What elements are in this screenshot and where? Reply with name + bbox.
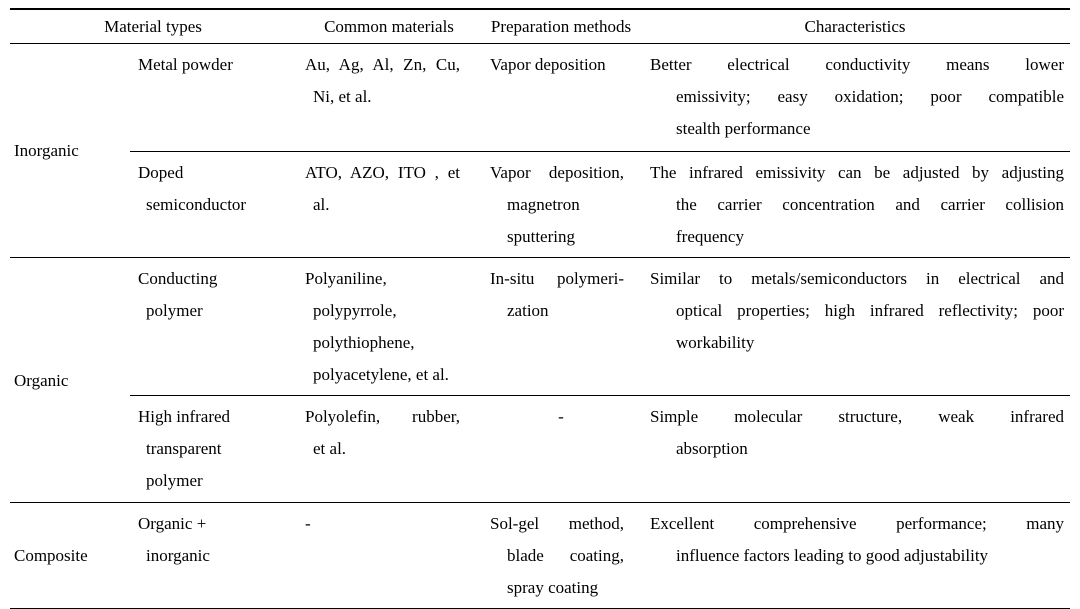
text-line: polymer: [146, 471, 203, 490]
text-line: stealth performance: [676, 119, 811, 138]
preparation-cell: [482, 503, 640, 609]
subtype-cell: [130, 396, 296, 503]
text-line: semiconductor: [146, 195, 247, 214]
characteristics-cell: [640, 396, 1070, 503]
text-line: Doped: [138, 163, 184, 182]
text-line: Conducting: [138, 269, 218, 288]
characteristics-cell: [640, 258, 1070, 396]
subtype-cell: [130, 44, 296, 152]
text-line: absorption: [676, 439, 748, 458]
text-line: Vapor deposition: [490, 55, 606, 74]
group-cell-composite: Composite: [14, 546, 88, 565]
text-line: Sol-gel method,: [490, 514, 624, 533]
text-line: polymer: [146, 301, 203, 320]
text-line: Ni, et al.: [313, 87, 372, 106]
text-line: Vapor deposition,: [490, 163, 624, 182]
subtype-cell: [130, 503, 296, 609]
subtype-cell: [130, 152, 296, 258]
materials-cell: [296, 258, 482, 396]
column-header-common-materials: Common materials: [296, 9, 482, 44]
group-cell-organic: Organic: [10, 258, 130, 503]
characteristics-cell: [640, 152, 1070, 258]
text-line: zation: [507, 301, 549, 320]
text-line: the carrier concentration and carrier collision: [676, 195, 1064, 214]
subtype-cell: [130, 258, 296, 396]
text-line: Polyolefin, rubber,: [305, 407, 460, 426]
text-line: In-situ polymeri-: [490, 269, 624, 288]
text-line: frequency: [676, 227, 744, 246]
column-header-preparation-methods: Preparation methods: [482, 9, 640, 44]
text-line: -: [305, 514, 311, 533]
text-line: polypyrrole,: [313, 301, 397, 320]
text-line: magnetron: [507, 195, 580, 214]
table-row-doped-semiconductor: [10, 152, 1070, 258]
text-line: High infrared: [138, 407, 231, 426]
text-line: al.: [313, 195, 330, 214]
text-line: The infrared emissivity can be adjusted by adjusting: [650, 163, 1064, 182]
header-row: [10, 9, 1070, 44]
text-line: sputtering: [507, 227, 575, 246]
table-row-metal-powder: [10, 44, 1070, 152]
text-line: Au, Ag, Al, Zn, Cu,: [305, 55, 460, 74]
text-line: blade coating,: [507, 546, 624, 565]
text-line: polythiophene,: [313, 333, 415, 352]
text-line: optical properties; high infrared reflectivity; poor: [676, 301, 1064, 320]
table-row-organic-inorganic-composite: [10, 503, 1070, 609]
materials-classification-table: [10, 8, 1070, 609]
text-line: et al.: [313, 439, 347, 458]
text-line: Organic +: [138, 514, 207, 533]
column-header-material-types: Material types: [10, 9, 296, 44]
text-line: spray coating: [507, 578, 599, 597]
materials-cell: [296, 44, 482, 152]
preparation-cell: [482, 258, 640, 396]
characteristics-cell: [640, 44, 1070, 152]
text-line: influence factors leading to good adjustability: [676, 546, 989, 565]
text-line: workability: [676, 333, 755, 352]
table-row-conducting-polymer: [10, 258, 1070, 396]
characteristics-cell: [640, 503, 1070, 609]
preparation-cell: [482, 44, 640, 152]
materials-cell: [296, 152, 482, 258]
text-line: ATO, AZO, ITO , et: [305, 163, 460, 182]
text-line: -: [558, 407, 564, 426]
text-line: emissivity; easy oxidation; poor compatible: [676, 87, 1064, 106]
group-cell-inorganic: Inorganic: [10, 44, 130, 258]
materials-cell: [296, 503, 482, 609]
text-line: Similar to metals/semiconductors in electrical and: [650, 269, 1064, 288]
text-line: Simple molecular structure, weak infrared: [650, 407, 1064, 426]
text-line: polyacetylene, et al.: [313, 365, 449, 384]
text-line: Polyaniline,: [305, 269, 387, 288]
text-line: inorganic: [146, 546, 210, 565]
text-line: Better electrical conductivity means lower: [650, 55, 1064, 74]
column-header-characteristics: Characteristics: [640, 9, 1070, 44]
preparation-cell: [482, 152, 640, 258]
text-line: Metal powder: [138, 55, 233, 74]
table-row-high-infrared-transparent-polymer: [10, 396, 1070, 503]
materials-cell: [296, 396, 482, 503]
preparation-cell: [482, 396, 640, 503]
text-line: transparent: [146, 439, 222, 458]
text-line: Excellent comprehensive performance; many: [650, 514, 1064, 533]
